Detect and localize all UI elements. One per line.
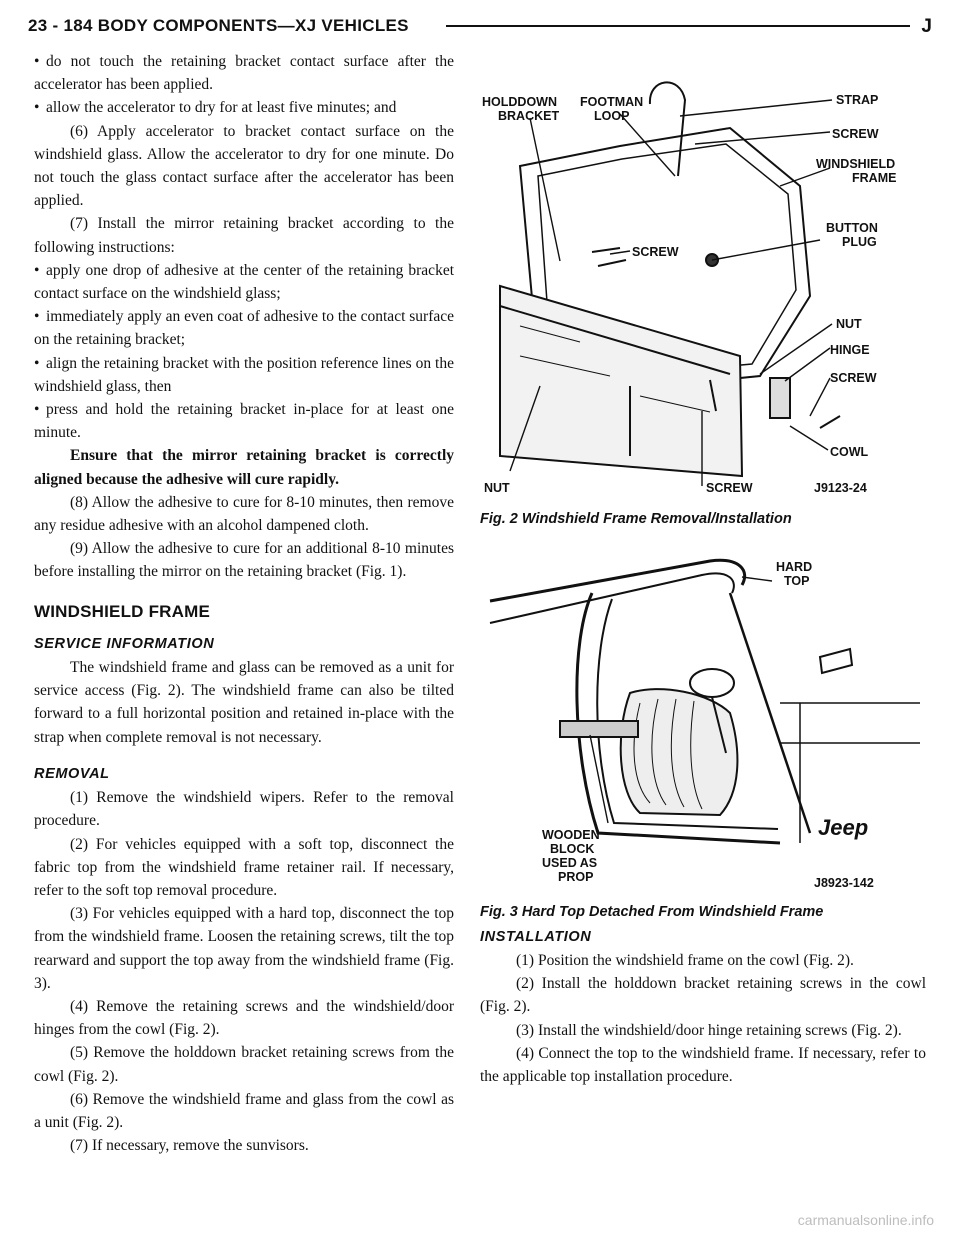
label-block: BLOCK	[550, 842, 595, 857]
label-screw-top: SCREW	[832, 127, 879, 141]
page-title: 23 - 184 BODY COMPONENTS—XJ VEHICLES	[28, 16, 409, 35]
bullet-item: • align the retaining bracket with the position reference lines on the windshield glass, then	[34, 354, 454, 395]
removal-step: (7) If necessary, remove the sunvisors.	[70, 1137, 309, 1155]
watermark: carmanualsonline.info	[797, 1212, 934, 1228]
removal-step: (6) Remove the windshield frame and glass from the cowl as a unit (Fig. 2).	[34, 1090, 454, 1131]
label-frame: FRAME	[852, 171, 897, 185]
figure-3-caption: Fig. 3 Hard Top Detached From Windshield Frame	[480, 903, 824, 920]
procedure-step: (6) Apply accelerator to bracket contact surface on the windshield glass. Allow the accelerator to dry for one minute. Do not touch the glass contact surface after the accelerator has been applied.	[34, 122, 454, 210]
removal-step: (3) For vehicles equipped with a hard top, disconnect the top from the windshield frame. Loosen the retaining screws, tilt the top rearward and support the top away from the windshield frame (Fig. 3).	[34, 905, 454, 992]
label-strap: STRAP	[836, 93, 879, 107]
figure-3	[480, 553, 926, 923]
installation-step: (1) Position the windshield frame on the cowl (Fig. 2).	[516, 952, 854, 970]
procedure-step: (9) Allow the adhesive to cure for an additional 8-10 minutes before installing the mirror on the retaining bracket (Fig. 1).	[34, 540, 454, 581]
bullet-item: • immediately apply an even coat of adhesive to the contact surface on the retaining bracket;	[34, 308, 454, 349]
figure-2-caption: Fig. 2 Windshield Frame Removal/Installation	[480, 511, 792, 528]
label-hinge: HINGE	[830, 343, 870, 357]
right-column	[480, 56, 926, 1088]
label-top: TOP	[784, 574, 810, 589]
procedure-step: (7) Install the mirror retaining bracket according to the following instructions:	[34, 215, 454, 256]
header-rule	[446, 25, 910, 27]
installation-step: (2) Install the holddown bracket retaining screws in the cowl (Fig. 2).	[480, 975, 926, 1016]
procedure-step: (8) Allow the adhesive to cure for 8-10 minutes, then remove any residue adhesive with an alcohol dampened cloth.	[34, 493, 454, 535]
label-screw-right: SCREW	[830, 371, 877, 385]
removal-step: (2) For vehicles equipped with a soft top, disconnect the fabric top from the windshield frame retainer rail. If necessary, refer to the soft top removal procedure.	[34, 835, 454, 899]
installation-heading: INSTALLATION	[480, 928, 592, 945]
installation-step: (3) Install the windshield/door hinge retaining screws (Fig. 2).	[516, 1021, 902, 1039]
removal-step: (5) Remove the holddown bracket retaining screws from the cowl (Fig. 2).	[34, 1044, 454, 1085]
service-text: The windshield frame and glass can be removed as a unit for service access (Fig. 2). The windshield frame can also be tilted forward to a full horizontal position and retained in-place with the strap when complete removal is not necessary.	[34, 659, 454, 746]
removal-step: (4) Remove the retaining screws and the windshield/door hinges from the cowl (Fig. 2).	[34, 997, 454, 1039]
label-wooden: WOODEN	[542, 828, 600, 843]
label-prop: PROP	[558, 870, 594, 885]
label-hard: HARD	[776, 560, 813, 575]
figure-code: J9123-24	[814, 481, 867, 495]
section-title: WINDSHIELD FRAME	[34, 601, 211, 621]
bullet-item: • apply one drop of adhesive at the center of the retaining bracket contact surface on the windshield glass;	[34, 261, 454, 303]
label-windshield: WINDSHIELD	[816, 157, 896, 171]
figure-code: J8923-142	[814, 876, 874, 891]
label-footman: FOOTMAN	[580, 95, 644, 109]
bullet-item: • allow the accelerator to dry for at least five minutes; and	[34, 99, 397, 117]
left-column	[34, 50, 454, 1157]
removal-heading: REMOVAL	[34, 765, 110, 782]
label-screw-bottom: SCREW	[706, 481, 753, 495]
label-nut-right: NUT	[836, 317, 862, 331]
label-loop: LOOP	[594, 109, 630, 123]
bullet-item: • do not touch the retaining bracket contact surface after the accelerator has been applied.	[34, 53, 454, 94]
label-holddown: HOLDDOWN	[482, 95, 557, 109]
bullet-item: • press and hold the retaining bracket in-place for at least one minute.	[34, 401, 454, 442]
label-plug: PLUG	[842, 235, 877, 249]
header-letter: J	[921, 16, 932, 37]
label-nut-bottom: NUT	[484, 481, 510, 495]
figure-2	[480, 56, 926, 531]
label-bracket: BRACKET	[498, 109, 560, 123]
hard-top-illustration	[480, 553, 926, 893]
label-used-as: USED AS	[542, 856, 598, 871]
windshield-frame-illustration	[480, 56, 926, 501]
removal-step: (1) Remove the windshield wipers. Refer to the removal procedure.	[34, 789, 454, 830]
label-screw-mid: SCREW	[632, 245, 679, 259]
warning-note: Ensure that the mirror retaining bracket is correctly aligned because the adhesive will cure rapidly.	[34, 447, 454, 488]
jeep-logo: Jeep	[818, 815, 869, 841]
installation-step: (4) Connect the top to the windshield frame. If necessary, refer to the applicable top installation procedure.	[480, 1044, 926, 1086]
page-header	[28, 14, 932, 48]
label-cowl: COWL	[830, 445, 869, 459]
service-heading: SERVICE INFORMATION	[34, 635, 215, 652]
label-button: BUTTON	[826, 221, 878, 235]
